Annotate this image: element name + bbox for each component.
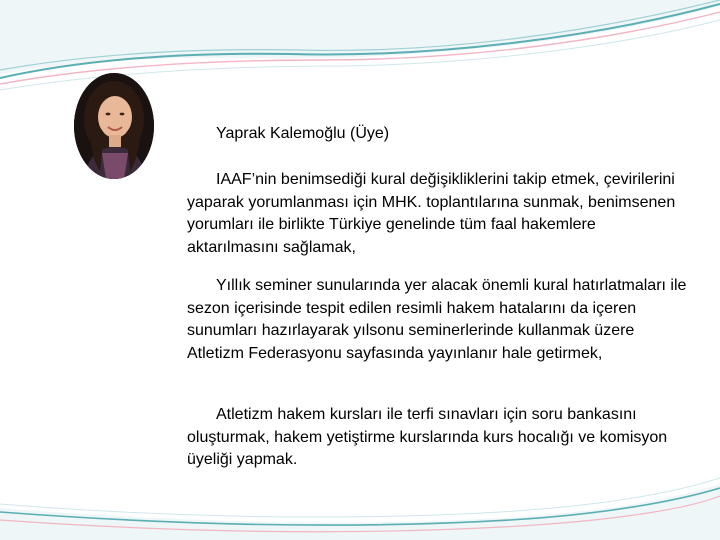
- member-name-title: Yaprak Kalemoğlu (Üye): [216, 125, 390, 142]
- duty-paragraph-1: IAAF’nin benimsediği kural değişikliklerini takip etmek, çevirilerini yaparak yorumlanması için MHK. toplantılarına sunmak, benimsenen yorumları ile birlikte Türkiye genelinde tüm faal hakemlere aktarılmasını sağlamak,: [187, 171, 676, 256]
- portrait-image: [74, 73, 154, 179]
- duty-paragraph-2: Yıllık seminer sunularında yer alacak önemli kural hatırlatmaları ile sezon içerisinde tespit edilen resimli hakem hatalarını da içeren sunumları hazırlayarak yılsonu seminerlerinde kullanmak üzere Atletizm Federasyonu sayfasında yayınlanır hale getirmek,: [187, 277, 687, 362]
- duty-paragraph-3: Atletizm hakem kursları ile terfi sınavları için soru bankasını oluşturmak, hakem yetiştirme kurslarında kurs hocalığı ve komisyon üyeliği yapmak.: [187, 406, 668, 468]
- member-photo: [74, 73, 154, 179]
